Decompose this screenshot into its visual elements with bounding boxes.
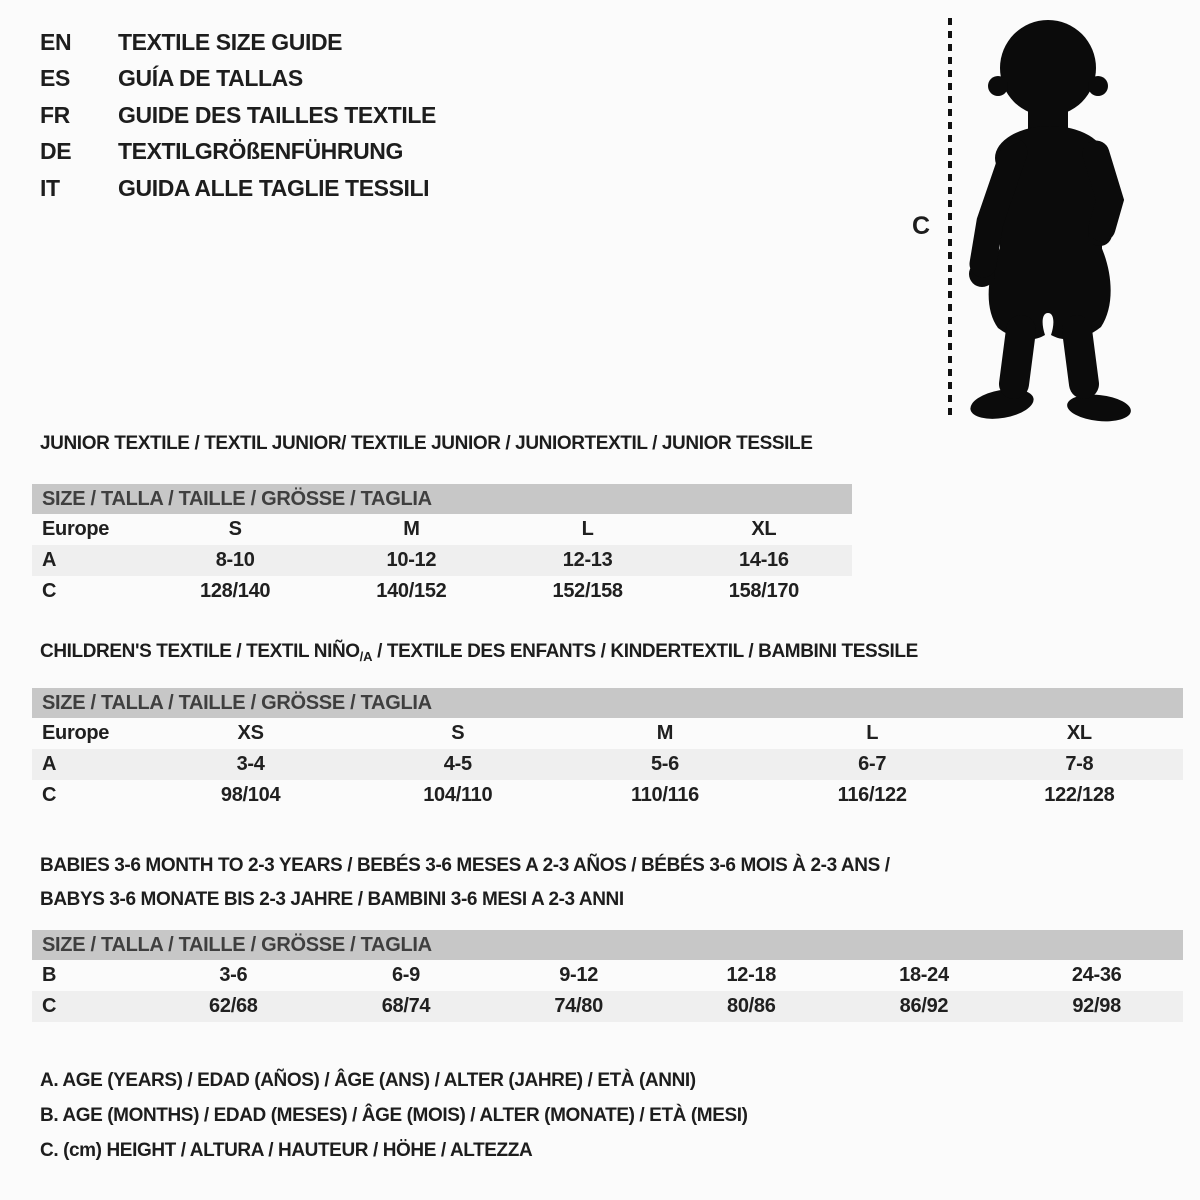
language-code: IT	[40, 174, 60, 201]
table-cell: XS	[237, 722, 264, 744]
section-title-text: / TEXTILE DES ENFANTS / KINDERTEXTIL / BAMBINI TESSILE	[372, 641, 918, 662]
row-label: A	[42, 753, 57, 775]
table-row	[32, 545, 852, 576]
language-label: TEXTILGRÖßENFÜHRUNG	[118, 138, 403, 165]
size-header-bar: SIZE / TALLA / TAILLE / GRÖSSE / TAGLIA	[32, 688, 1183, 718]
section-title-line1: BABIES 3-6 MONTH TO 2-3 YEARS / BEBÉS 3-6 MESES A 2-3 AÑOS / BÉBÉS 3-6 MOIS À 2-3 ANS /	[40, 855, 890, 876]
table-row	[32, 991, 1183, 1022]
language-code: ES	[40, 65, 70, 92]
junior-table	[32, 514, 852, 607]
table-cell: 116/122	[837, 784, 907, 806]
table-cell: XL	[1066, 722, 1092, 744]
language-label: GUÍA DE TALLAS	[118, 65, 303, 92]
table-cell: 110/116	[630, 784, 699, 806]
table-cell: 3-6	[219, 964, 248, 986]
language-label: TEXTILE SIZE GUIDE	[118, 28, 343, 55]
table-cell: 158/170	[728, 580, 799, 602]
section-title-junior: JUNIOR TEXTILE / TEXTIL JUNIOR/ TEXTILE JUNIOR / JUNIORTEXTIL / JUNIOR TESSILE	[40, 433, 813, 454]
table-cell: 86/92	[899, 995, 949, 1017]
language-code: DE	[40, 138, 72, 165]
language-code: FR	[40, 101, 70, 128]
table-cell: L	[866, 722, 879, 744]
table-cell: 9-12	[559, 964, 599, 986]
size-header-bar: SIZE / TALLA / TAILLE / GRÖSSE / TAGLIA	[32, 930, 1183, 960]
size-header-bar: SIZE / TALLA / TAILLE / GRÖSSE / TAGLIA	[32, 484, 852, 514]
language-list	[40, 24, 436, 207]
section-title-children	[40, 641, 918, 664]
table-cell: S	[451, 722, 465, 744]
table-cell: 14-16	[739, 549, 789, 571]
table-cell: 12-13	[562, 549, 613, 571]
baby-silhouette-icon	[958, 12, 1143, 424]
table-cell: 6-7	[858, 753, 887, 775]
table-row	[32, 780, 1183, 811]
table-cell: 18-24	[899, 964, 949, 986]
footnote-a: A. AGE (YEARS) / EDAD (AÑOS) / ÂGE (ANS) / ALTER (JAHRE) / ETÀ (ANNI)	[40, 1070, 696, 1091]
table-row	[32, 960, 1183, 991]
table-row	[32, 576, 852, 607]
size-table-babies	[32, 930, 1183, 1022]
table-cell: 98/104	[220, 784, 281, 806]
table-cell: 6-9	[391, 964, 420, 986]
row-label: B	[42, 964, 57, 986]
table-cell: 5-6	[650, 753, 679, 775]
footnote-b: B. AGE (MONTHS) / EDAD (MESES) / ÂGE (MOIS) / ALTER (MONATE) / ETÀ (MESI)	[40, 1105, 748, 1126]
height-dashed-line	[948, 18, 952, 416]
table-cell: 12-18	[726, 964, 777, 986]
table-cell: 62/68	[209, 995, 258, 1017]
table-row	[32, 514, 852, 545]
footnote-c: C. (cm) HEIGHT / ALTURA / HAUTEUR / HÖHE / ALTEZZA	[40, 1140, 533, 1161]
table-cell: 152/158	[552, 580, 623, 602]
section-title-subscript: /A	[359, 649, 373, 664]
section-title-line2: BABYS 3-6 MONATE BIS 2-3 JAHRE / BAMBINI 3-6 MESI A 2-3 ANNI	[40, 889, 624, 910]
row-label: C	[42, 784, 57, 806]
table-cell: 7-8	[1065, 753, 1094, 775]
section-title-babies	[40, 849, 890, 917]
table-cell: S	[228, 518, 242, 540]
table-row	[32, 718, 1183, 749]
table-cell: 80/86	[727, 995, 776, 1017]
babies-table	[32, 960, 1183, 1022]
table-cell: 74/80	[554, 995, 603, 1017]
table-cell: 122/128	[1044, 784, 1115, 806]
section-title-text: CHILDREN'S TEXTILE / TEXTIL NIÑO	[40, 641, 360, 662]
row-label: C	[42, 995, 57, 1017]
language-row-fr	[40, 97, 436, 134]
table-cell: L	[581, 518, 594, 540]
table-row	[32, 749, 1183, 780]
row-label: A	[42, 549, 57, 571]
language-label: GUIDE DES TAILLES TEXTILE	[118, 101, 436, 128]
height-label: C	[912, 212, 931, 240]
table-cell: 104/110	[423, 784, 493, 806]
table-cell: 128/140	[200, 580, 271, 602]
row-label: Europe	[42, 722, 110, 744]
language-row-it	[40, 170, 436, 207]
language-code: EN	[40, 28, 72, 55]
language-row-es	[40, 61, 436, 98]
language-label: GUIDA ALLE TAGLIE TESSILI	[118, 174, 430, 201]
table-cell: 140/152	[376, 580, 447, 602]
table-cell: 4-5	[443, 753, 472, 775]
children-table	[32, 718, 1183, 811]
footnotes	[40, 1070, 748, 1175]
table-cell: 24-36	[1071, 964, 1122, 986]
row-label: C	[42, 580, 57, 602]
table-cell: 8-10	[215, 549, 255, 571]
table-cell: 68/74	[381, 995, 431, 1017]
size-table-children	[32, 688, 1183, 811]
size-table-junior	[32, 484, 852, 607]
table-cell: M	[656, 722, 674, 744]
table-cell: 10-12	[386, 549, 437, 571]
language-row-de	[40, 134, 436, 171]
table-cell: 3-4	[236, 753, 265, 775]
table-cell: 92/98	[1072, 995, 1121, 1017]
table-cell: XL	[751, 518, 777, 540]
language-row-en	[40, 24, 436, 61]
table-cell: M	[403, 518, 420, 540]
row-label: Europe	[42, 518, 110, 540]
